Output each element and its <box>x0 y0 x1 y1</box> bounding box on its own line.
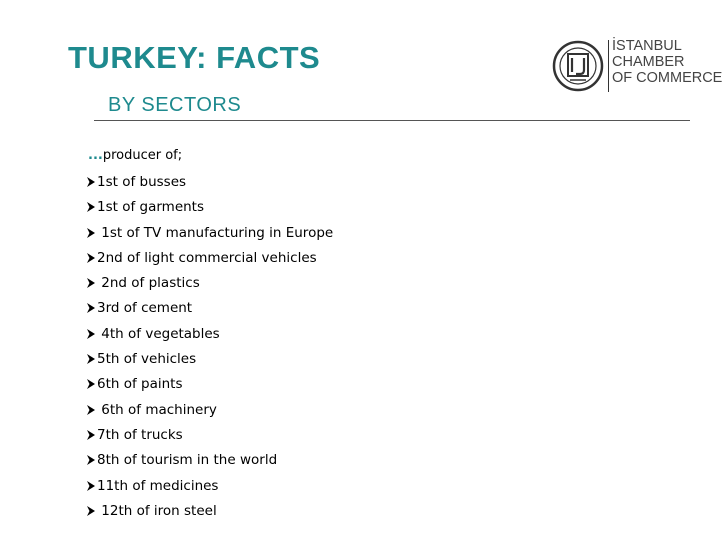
list-item <box>86 298 333 323</box>
arrow-bullet-icon <box>86 425 97 445</box>
arrow-bullet-icon <box>86 324 97 344</box>
list-item-text: 5th of vehicles <box>97 351 197 368</box>
list-item <box>86 223 333 248</box>
list-item <box>86 324 333 349</box>
logo-line-3: OF COMMERCE <box>612 70 723 86</box>
list-item-text: 12th of iron steel <box>97 502 217 519</box>
arrow-bullet-icon <box>86 298 97 318</box>
arrow-bullet-icon <box>86 450 97 470</box>
intro-ellipsis: ... <box>88 148 103 163</box>
list-item-text: 3rd of cement <box>97 300 193 317</box>
slide-title: TURKEY: FACTS <box>68 40 321 75</box>
list-item-text: 2nd of light commercial vehicles <box>97 249 317 266</box>
list-item <box>86 425 333 450</box>
list-item <box>86 349 333 374</box>
list-item-text: 7th of trucks <box>97 426 183 443</box>
list-item-text: 1st of TV manufacturing in Europe <box>97 224 334 241</box>
arrow-bullet-icon <box>86 197 97 217</box>
arrow-bullet-icon <box>86 349 97 369</box>
list-item-text: 11th of medicines <box>97 477 219 494</box>
list-item <box>86 374 333 399</box>
arrow-bullet-icon <box>86 248 97 268</box>
istanbul-chamber-logo <box>552 38 723 94</box>
list-item-text: 2nd of plastics <box>97 275 200 292</box>
title-divider <box>94 120 690 121</box>
list-item <box>86 450 333 475</box>
arrow-bullet-icon <box>86 223 97 243</box>
list-item <box>86 273 333 298</box>
logo-divider <box>608 40 609 92</box>
list-item-text: 6th of paints <box>97 376 183 393</box>
list-item <box>86 248 333 273</box>
list-item-text: 1st of garments <box>97 199 205 216</box>
arrow-bullet-icon <box>86 273 97 293</box>
list-item <box>86 400 333 425</box>
arrow-bullet-icon <box>86 501 97 521</box>
list-item-text: 1st of busses <box>97 174 187 190</box>
list-item <box>86 172 333 197</box>
intro-line <box>88 148 182 163</box>
list-item-text: 6th of machinery <box>97 401 217 418</box>
intro-text: producer of; <box>102 148 183 163</box>
sector-ranking-list <box>86 172 333 526</box>
arrow-bullet-icon <box>86 476 97 496</box>
logo-wordmark <box>612 38 722 86</box>
slide-subtitle: BY SECTORS <box>108 94 242 116</box>
list-item-text: 8th of tourism in the world <box>97 452 278 469</box>
chamber-emblem-icon <box>552 40 604 92</box>
list-item-text: 4th of vegetables <box>97 325 220 342</box>
list-item <box>86 476 333 501</box>
arrow-bullet-icon <box>86 400 97 420</box>
logo-line-2: CHAMBER <box>612 54 685 70</box>
arrow-bullet-icon <box>86 172 97 192</box>
list-item <box>86 197 333 222</box>
arrow-bullet-icon <box>86 374 97 394</box>
logo-line-1: İSTANBUL <box>612 38 682 54</box>
list-item <box>86 501 333 526</box>
